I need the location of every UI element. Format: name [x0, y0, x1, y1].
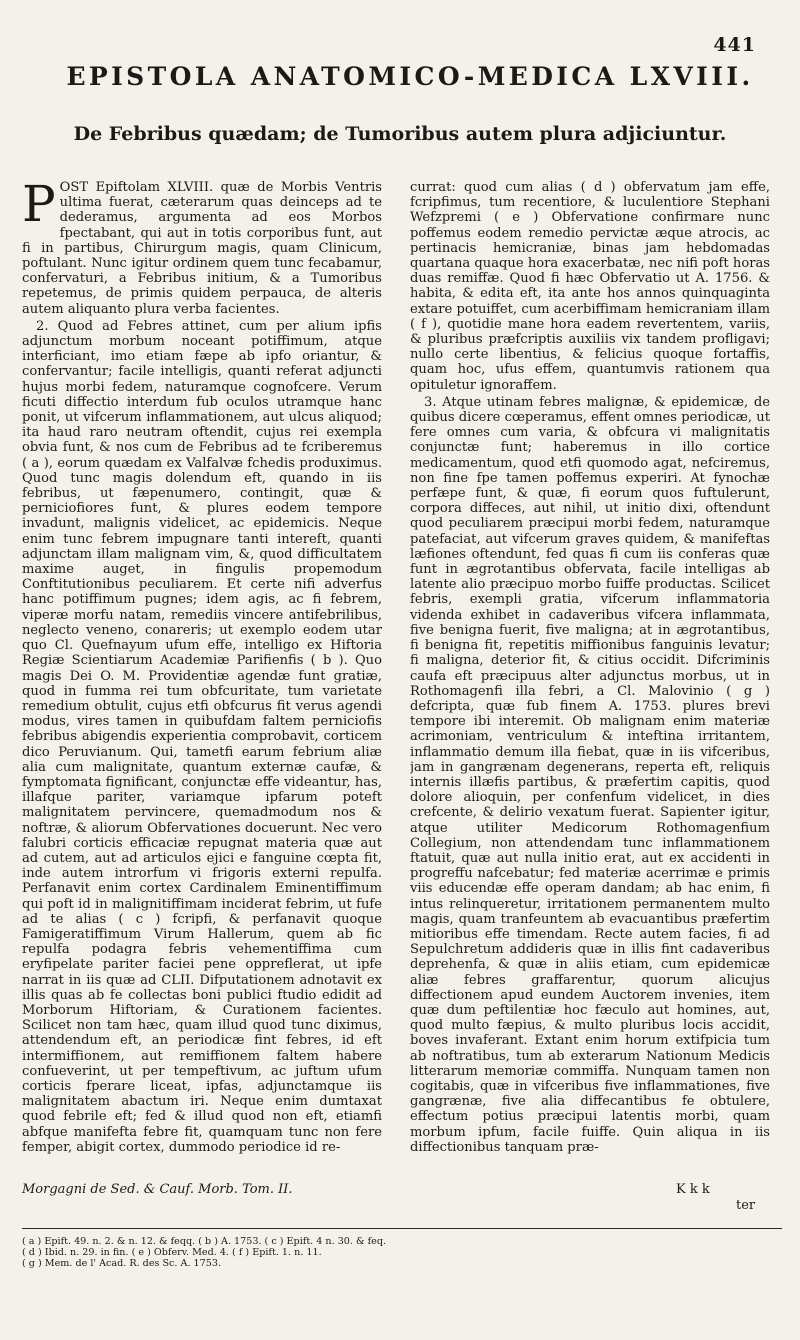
left-paragraph-1-text: OST Epiftolam XLVIII. quæ de Morbis Ventris ultima fuerat, cæterarum quas deinceps ad te dederamus, argumenta ad eos Morbos fpectabant, qui aut in totis corporibus funt, aut fi in partibus, Chirurgum magis, quam Clinicum, poftulant. Nunc igitur ordinem quem tunc fecabamur, confervaturi, a Febribus initium, & a Tumoribus repetemus, de primis quidem perpauca, de alteris autem aliquanto plura verba facientes.	[22, 180, 382, 317]
right-column	[410, 180, 770, 1200]
epistle-subtitle: De Febribus quædam; de Tumoribus autem plura adjiciuntur.	[73, 123, 727, 145]
footnote-rule	[22, 1228, 782, 1229]
left-paragraph-1	[22, 180, 382, 317]
footnote-line: ( g ) Mem. de l' Acad. R. des Sc. A. 1753.	[22, 1258, 222, 1269]
footnote-line: ( a ) Epift. 49. n. 2. & n. 12. & feqq. ( b ) A. 1753. ( c ) Epift. 4 n. 30. & feq.	[22, 1236, 387, 1247]
running-foot: Morgagni de Sed. & Cauf. Morb. Tom. II.	[22, 1182, 293, 1197]
left-column	[22, 180, 382, 1200]
footnotes	[22, 1236, 782, 1269]
right-paragraph-2: 3. Atque utinam febres malignæ, & epidemicæ, de quibus dicere cœperamus, effent omnes periodicæ, ut fere omnes cum varia, & obfcura vi malignitatis conjunctæ funt; haberemus in illo cortice medicamentum, quod etfi quomodo agat, nefciremus, non fine fpe tamen poffemus experiri. At fynochæ perfæpe funt, & quæ, fi eorum quos fuftulerunt, corpora diffeces, aut nihil, ut initio dixi, oftendunt quod peculiarem præcipui morbi fedem, naturamque patefaciat, aut vifcerum graves quidem, & manifeftas læfiones oftendunt, fed quas fi cum iis conferas quæ funt in ægrotantibus obfervata, facile intelligas ab latente alio præcipuo morbo fuiffe productas. Scilicet febris, exempli gratia, vifcerum inflammatoria videnda exhibet in cadaveribus vifcera inflammata, five benigna fuerit, five maligna; at in ægrotantibus, fi benigna fit, repetitis miffionibus fanguinis levatur; fi maligna, deterior fit, & citius occidit. Difcriminis caufa eft præcipuus alter adjunctus morbus, ut in Rothomagenfi illa febri, a Cl. Malovinio ( g ) defcripta, quæ fub finem A. 1753. plures brevi tempore ibi interemit. Ob malignam enim materiæ acrimoniam, ventriculum & inteftina irritantem, inflammatio demum illa fiebat, quæ in iis vifceribus, jam in gangrænam degenerans, reperta eft, reliquis internis illæfis partibus, & præfertim capitis, quod dolore alioquin, per confenfum videlicet, in dies crefcente, & delirio vexatum fuerat. Sapienter igitur, atque utiliter Medicorum Rothomagenfium Collegium, non attendendam tunc inflammationem ftatuit, quæ aut nulla initio erat, aut ex accidenti in progreffu nafcebatur; fed materiæ acerrimæ e primis viis educendæ effe operam dandam; ab hac enim, fi intus relinqueretur, irritationem permanentem multo magis, quam tranfeuntem ab evacuantibus præfertim mitioribus effe timendam. Recte autem facies, fi ad Sepulchretum addideris quæ in illis fint cadaveribus deprehenfa, & quæ in aliis etiam, cum epidemicæ aliæ febres graffarentur, quorum alicujus diffectionem apud eundem Auctorem invenies, item quæ dum peftilentiæ hoc fæculo aut homines, aut, quod multo fæpius, & multo pluribus locis accidit, boves invaferant. Extant enim horum extifpicia tum ab noftratibus, tum ab exterarum Nationum Medicis litterarum memoriæ commiffa. Nunquam tamen non cogitabis, quæ in vifceribus five inflammationes, five gangrænæ, five alia diffecantibus fe obtulere, effectum potius præcipui latentis morbi, quam morbum ipfum, facile fuiffe. Quin aliqua in iis diffectionibus tanquam præ-	[410, 394, 770, 1155]
footnote-line: ( d ) Ibid. n. 29. in fin. ( e ) Obferv. Med. 4. ( f ) Epift. 1. n. 11.	[22, 1247, 322, 1258]
left-paragraph-2: 2. Quod ad Febres attinet, cum per alium ipfis adjunctum morbum noceant potiffimum, atque interficiant, imo etiam fæpe ab ipfo oriantur, & confervantur; facile intelligis, quanti referat adjuncti hujus morbi fedem, naturamque cognofcere. Verum ficuti diffectio interdum fub oculos utramque hanc ponit, ut vifcerum inflammationem, aut ulcus aliquod; ita haud raro neutram oftendit, cujus rei exempla obvia funt, & nos cum de Febribus ad te fcriberemus ( a ), eorum quædam ex Valfalvæ fchedis produximus. Quod tunc magis dolendum eft, quando in iis febribus, ut fæpenumero, contingit, quæ & perniciofiores funt, & plures eodem tempore invadunt, malignis videlicet, ac epidemicis. Neque enim tunc febrem impugnare tanti intereft, quanti adjunctam illam malignam vim, &, quod difficultatem maxime auget, in fingulis propemodum Conftitutionibus peculiarem. Et certe nifi adverfus hanc potiffimum pugnes; idem agis, ac fi febrem, viperæ morfu natam, remediis vincere antifebrilibus, neglecto veneno, conareris; ut exemplo eodem utar quo Cl. Quefnayum ufum effe, intelligo ex Hiftoria Regiæ Scientiarum Academiæ Parifienfis ( b ). Quo magis Dei O. M. Providentiæ agendæ funt gratiæ, quod in fumma rei tum obfcuritate, tum varietate remedium obtulit, cujus etfi obfcurus fit verus agendi modus, vires tamen in quibufdam faltem perniciofis febribus abigendis experientia comprobavit, corticem dico Peruvianum. Qui, tametfi earum febrium aliæ alia cum malignitate, quantum externæ caufæ, & fymptomata fignificant, conjunctæ effe videantur, has, illafque pariter, variamque ipfarum poteft malignitatem pervincere, quemadmodum nos & noftræ, & aliorum Obfervationes docuerunt. Nec vero falubri corticis efficaciæ repugnat materia quæ aut ad cutem, aut ad articulos ejici e fanguine cœpta fit, inde autem introrfum vi frigoris externi repulfa. Perfanavit enim cortex Cardinalem Eminentiffimum qui poft id in malignitiffimam inciderat febrim, ut fufe ad te alias ( c ) fcripfi, & perfanavit quoque Famigeratiffimum Virum Hallerum, quem ab fic repulfa podagra febris vehementiffima cum eryfipelate pariter faciei pene oppreflerat, ut ipfe narrat in iis quæ ad CLII. Difputationem adnotavit ex illis quas ab fe collectas boni publici ftudio edidit ad Morborum Hiftoriam, & Curationem facientes. Scilicet non tam hæc, quam illud quod tunc diximus, attendendum eft, an periodicæ fint febres, id eft intermiffionem, aut remiffionem faltem habere confueverint, ut per tempeftivum, ac juftum ufum corticis fperare liceat, ipfas, adjunctamque iis malignitatem abactum iri. Neque enim dumtaxat quod febrile eft; fed & illud quod non eft, etiamfi abfque manifefta febre fit, quamquam tunc non fere femper, abigit cortex, dummodo periodice id re-	[22, 318, 382, 1155]
catchword: ter	[736, 1198, 756, 1213]
signature-mark: K k k	[676, 1182, 710, 1197]
page-number: 441	[713, 34, 756, 56]
right-paragraph-1: currat: quod cum alias ( d ) obfervatum jam effe, fcripfimus, tum recentiore, & luculentiore Stephani Wefzpremi ( e ) Obfervatione confirmare nunc poffemus eodem remedio pervictæ æque atrocis, ac pertinacis hemicraniæ, binas jam hebdomadas quartana quaque hora exacerbatæ, nec nifi poft horas duas remiffæ. Quod fi hæc Obfervatio ut A. 1756. & habita, & edita eft, ita ante hos annos quinquaginta extare potuiffet, cum acerbiffimam hemicraniam illam ( f ), quotidie mane hora eadem revertentem, variis, & pluribus præfcriptis auxiliis vix tandem profligavi; nullo certe libentius, & felicius quoque fortaffis, quam hoc, ufus effem, quantumvis rationem qua opituletur ignoraffem.	[410, 180, 770, 393]
epistle-title: EPISTOLA ANATOMICO-MEDICA LXVIII.	[66, 62, 754, 91]
drop-cap: P	[22, 180, 56, 233]
